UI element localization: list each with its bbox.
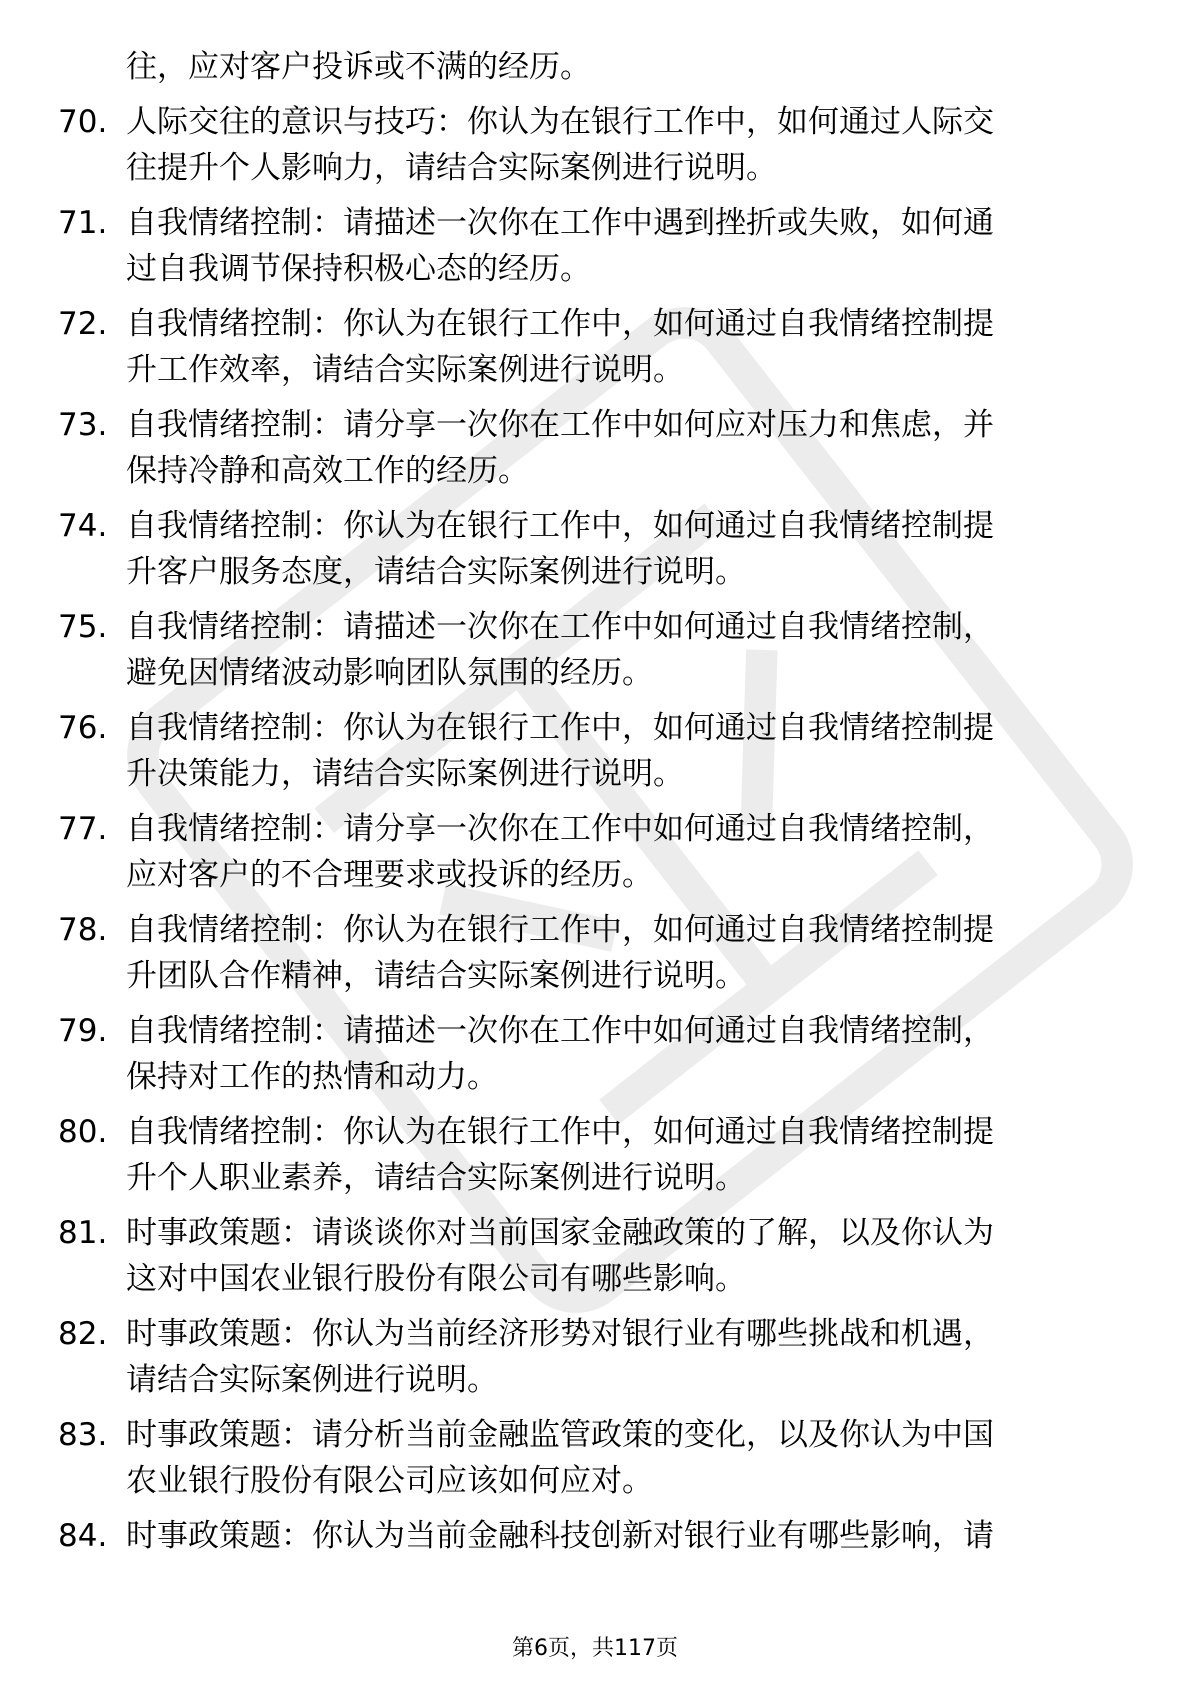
question-text-line: 保持对工作的热情和动力。 [126, 1059, 498, 1095]
question-text-line: 自我情绪控制：你认为在银行工作中，如何通过自我情绪控制提 [126, 912, 994, 948]
question-number: 83. [58, 1417, 108, 1453]
question-item [58, 200, 1108, 292]
question-text [126, 1412, 1108, 1504]
question-text-line: 自我情绪控制：请描述一次你在工作中如何通过自我情绪控制， [126, 1013, 994, 1049]
question-text-line: 自我情绪控制：请描述一次你在工作中遇到挫折或失败，如何通 [126, 205, 994, 241]
question-item [58, 99, 1108, 191]
question-number: 80. [58, 1114, 108, 1150]
question-text [126, 301, 1108, 393]
question-text [126, 806, 1108, 898]
question-item [58, 806, 1108, 898]
question-text-line: 避免因情绪波动影响团队氛围的经历。 [126, 655, 653, 691]
question-item [58, 1412, 1108, 1504]
question-text-line: 时事政策题：请分析当前金融监管政策的变化，以及你认为中国 [126, 1417, 994, 1453]
question-item [58, 402, 1108, 494]
question-number: 84. [58, 1518, 108, 1554]
question-text [126, 503, 1108, 595]
question-text [126, 402, 1108, 494]
question-text-line: 自我情绪控制：你认为在银行工作中，如何通过自我情绪控制提 [126, 710, 994, 746]
question-text-line: 农业银行股份有限公司应该如何应对。 [126, 1463, 653, 1499]
question-number: 75. [58, 609, 108, 645]
question-number: 70. [58, 104, 108, 140]
question-number: 79. [58, 1013, 108, 1049]
question-text-line: 升决策能力，请结合实际案例进行说明。 [126, 756, 684, 792]
question-text [126, 99, 1108, 191]
question-text [126, 200, 1108, 292]
question-text [126, 1210, 1108, 1302]
question-number: 78. [58, 912, 108, 948]
question-number: 81. [58, 1215, 108, 1251]
question-number: 74. [58, 508, 108, 544]
question-text-line: 自我情绪控制：你认为在银行工作中，如何通过自我情绪控制提 [126, 508, 994, 544]
question-text-line: 应对客户的不合理要求或投诉的经历。 [126, 857, 653, 893]
question-text-line: 升工作效率，请结合实际案例进行说明。 [126, 352, 684, 388]
question-text [126, 1513, 1108, 1559]
question-item [58, 1311, 1108, 1403]
question-number: 73. [58, 407, 108, 443]
question-list [58, 44, 1108, 1568]
question-number: 76. [58, 710, 108, 746]
question-text-line: 时事政策题：你认为当前经济形势对银行业有哪些挑战和机遇， [126, 1316, 994, 1352]
question-number: 71. [58, 205, 108, 241]
question-number: 72. [58, 306, 108, 342]
question-item [58, 1008, 1108, 1100]
question-text-line: 升团队合作精神，请结合实际案例进行说明。 [126, 958, 746, 994]
question-item [58, 705, 1108, 797]
question-text-line: 自我情绪控制：请描述一次你在工作中如何通过自我情绪控制， [126, 609, 994, 645]
question-text-line: 自我情绪控制：请分享一次你在工作中如何通过自我情绪控制， [126, 811, 994, 847]
question-text [126, 1109, 1108, 1201]
question-item [58, 907, 1108, 999]
question-text-line: 过自我调节保持积极心态的经历。 [126, 251, 591, 287]
question-text [126, 1311, 1108, 1403]
question-text-line: 时事政策题：你认为当前金融科技创新对银行业有哪些影响，请 [126, 1518, 994, 1554]
question-text-line: 请结合实际案例进行说明。 [126, 1362, 498, 1398]
question-item [58, 1210, 1108, 1302]
question-text [126, 1008, 1108, 1100]
question-item [58, 301, 1108, 393]
question-text-line: 自我情绪控制：你认为在银行工作中，如何通过自我情绪控制提 [126, 306, 994, 342]
question-text-line: 自我情绪控制：请分享一次你在工作中如何应对压力和焦虑，并 [126, 407, 994, 443]
question-text-line: 升个人职业素养，请结合实际案例进行说明。 [126, 1160, 746, 1196]
question-text-line: 人际交往的意识与技巧：你认为在银行工作中，如何通过人际交 [126, 104, 994, 140]
question-text-line: 升客户服务态度，请结合实际案例进行说明。 [126, 554, 746, 590]
continuation-line: 往，应对客户投诉或不满的经历。 [126, 49, 591, 85]
question-item [58, 1109, 1108, 1201]
question-text [126, 907, 1108, 999]
question-item [58, 604, 1108, 696]
page-footer: 第6页，共117页 [512, 1636, 678, 1661]
question-number: 77. [58, 811, 108, 847]
question-text-line: 这对中国农业银行股份有限公司有哪些影响。 [126, 1261, 746, 1297]
question-text [126, 604, 1108, 696]
question-text-line: 保持冷静和高效工作的经历。 [126, 453, 529, 489]
question-number: 82. [58, 1316, 108, 1352]
question-item [58, 1513, 1108, 1559]
question-text [126, 705, 1108, 797]
question-text-line: 自我情绪控制：你认为在银行工作中，如何通过自我情绪控制提 [126, 1114, 994, 1150]
question-text-line: 往提升个人影响力，请结合实际案例进行说明。 [126, 150, 777, 186]
question-text-line: 时事政策题：请谈谈你对当前国家金融政策的了解，以及你认为 [126, 1215, 994, 1251]
question-item [58, 503, 1108, 595]
